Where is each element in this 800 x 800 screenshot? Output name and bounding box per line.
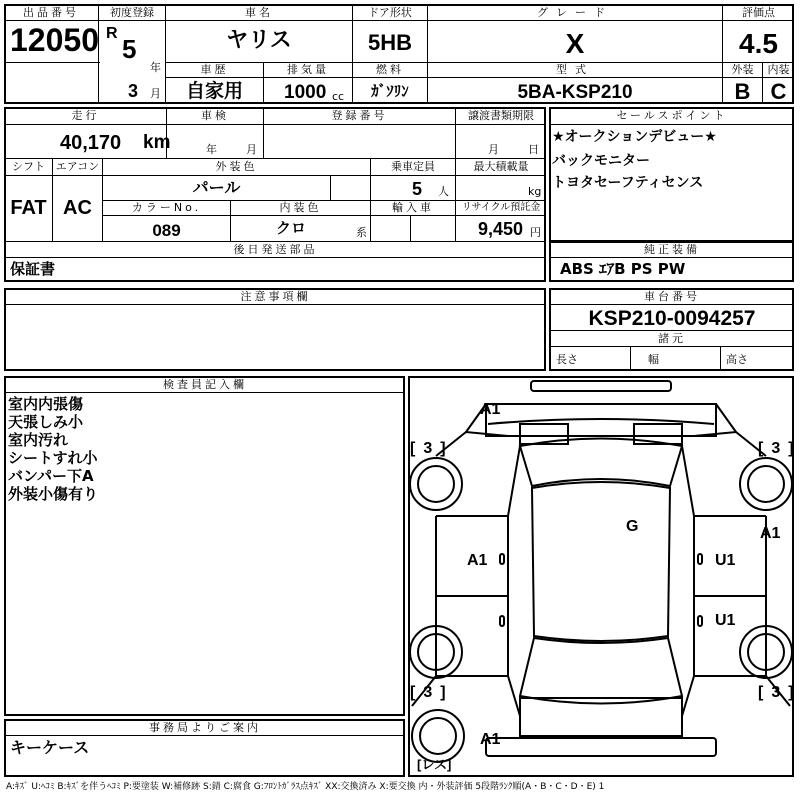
equipment: ABS ｴｱB PS PW [560,260,686,278]
sales-point-3: トヨタセーフティセンス [552,175,704,191]
ac: AC [63,197,92,219]
lot-number: 12050 [10,22,99,58]
interior-color: クロ [275,219,306,237]
inspector-notes-list [8,395,398,503]
chassis-number: KSP210-0094257 [588,307,756,330]
car-damage-diagram [408,376,794,777]
fuel-label: 燃料 [376,63,404,76]
recycle-fee: 9,450 [478,219,524,239]
max-load-label: 最大積載量 [473,160,529,173]
shift-label: シフト [12,160,45,173]
inspector-note: 室内内張傷 [8,395,84,413]
ac-label: エアコン [55,160,100,173]
max-load-unit: kg [528,185,542,198]
later-parts: 保証書 [10,260,56,278]
transfer-deadline-label: 譲渡書類期限 [468,109,534,122]
color-number: 089 [152,221,181,240]
office-notes-label: 事務局よりご案内 [149,721,261,734]
year-unit: 年 [150,61,161,74]
caution-label: 注意事項欄 [240,290,311,303]
displacement-label: 排気量 [287,63,329,76]
spec-width-label: 幅 [648,353,659,366]
door-type-label: ドア形状 [368,6,412,19]
lot-number-label: 出品番号 [23,6,79,19]
interior-color-label: 内装色 [279,201,322,214]
later-parts-label: 後日発送部品 [233,243,318,256]
capacity-unit: 人 [438,185,449,198]
shift: FAT [10,197,47,219]
history: 自家用 [185,80,243,102]
transfer-month-unit: 月 [488,143,499,156]
interior-score-label: 内装 [767,63,790,76]
grade-label: グレード [537,6,613,19]
transfer-day-unit: 日 [528,143,539,156]
tire-rear-right-value: 3 [771,684,781,701]
sales-point-1: ★オークションデビュー★ [552,129,717,145]
tire-rear-right-label: [ 3 ] [758,684,794,701]
tire-front-left-label: [ 3 ] [410,440,446,457]
inspector-note: シートすれ小 [8,449,98,467]
inspector-notes-label: 検査員記入欄 [163,378,247,391]
mileage-unit: km [143,132,171,153]
capacity-label: 乗車定員 [391,160,435,173]
damage-mark: A1 [480,731,501,748]
overall-score: 4.5 [739,28,778,59]
score-label: 評価点 [742,6,775,19]
exterior-score-label: 外装 [731,63,754,76]
registration-month: 3 [128,81,139,101]
spec-length-label: 長さ [556,353,578,366]
spec-height-label: 高さ [726,353,748,366]
spare-tire-value: レス [421,757,447,772]
car-name: ヤリス [226,28,292,53]
month-unit: 月 [150,87,161,100]
damage-mark: A1 [467,552,488,569]
inspector-note: 外装小傷有り [8,485,99,503]
inspection-year-unit: 年 [206,143,217,156]
tire-rear-left-label: [ 3 ] [410,684,446,701]
office-note: キーケース [10,738,90,757]
model-code: 5BA-KSP210 [517,82,633,103]
interior-color-unit: 系 [356,226,367,239]
car-name-label: 車名 [245,6,273,19]
inspector-note: 天張しみ小 [8,413,84,431]
inspection-label: 車検 [201,109,229,122]
displacement: 1000 [284,82,327,103]
registration-number-label: 登録番号 [331,109,388,122]
tire-front-right-label: [ 3 ] [758,440,794,457]
recycle-fee-unit: 円 [530,226,541,239]
exterior-color-label: 外装色 [215,160,258,173]
damage-mark: A1 [760,525,781,542]
era: R [106,25,118,42]
history-label: 車歴 [200,63,229,76]
first-registration-label: 初度登録 [110,6,154,19]
damage-mark: U1 [715,552,736,569]
interior-score: C [770,79,787,104]
capacity: 5 [412,179,423,199]
color-number-label: カラーNo. [131,201,202,214]
spare-tire-label: [レス] [417,757,452,772]
tire-front-right-value: 3 [771,440,781,457]
displacement-unit: cc [332,90,345,103]
chassis-number-label: 車台番号 [644,290,700,303]
exterior-score: B [734,79,751,104]
inspector-note: 室内汚れ [8,431,69,449]
sales-point-2: バックモニター [552,153,650,169]
fuel: ｶﾞｿﾘﾝ [371,82,409,100]
tire-rear-left-value: 3 [423,684,433,701]
door-type: 5HB [367,30,412,55]
inspection-month-unit: 月 [246,143,257,156]
mileage: 40,170 [60,132,122,154]
damage-mark: G [626,518,639,535]
equipment-label: 純正装備 [644,243,700,256]
grade: X [565,28,585,59]
inspector-note: バンパー下A [8,467,94,485]
sales-points-label: セールスポイント [616,109,728,122]
registration-year: 5 [122,34,137,64]
damage-mark: U1 [715,612,736,629]
mileage-label: 走行 [71,109,100,122]
exterior-color: パール [192,178,241,197]
model-label: 型式 [556,63,594,76]
damage-mark: A1 [480,401,501,418]
import-label: 輸入車 [392,201,434,214]
specs-label: 諸元 [658,332,686,345]
damage-legend: A:ｷｽﾞ U:ﾍｺﾐ B:ｷｽﾞを伴うﾍｺﾐ P:要塗装 W:補修跡 S:錆 C:腐食 G:ﾌﾛﾝﾄｶﾞﾗｽ点ｷｽﾞ XX:交換済み X:要交換 内・外装評価 5段階ﾗﾝｸ順(A・B・C・D・E) 1 [6,782,605,792]
recycle-fee-label: リサイクル預託金 [461,202,541,213]
tire-front-left-value: 3 [423,440,433,457]
